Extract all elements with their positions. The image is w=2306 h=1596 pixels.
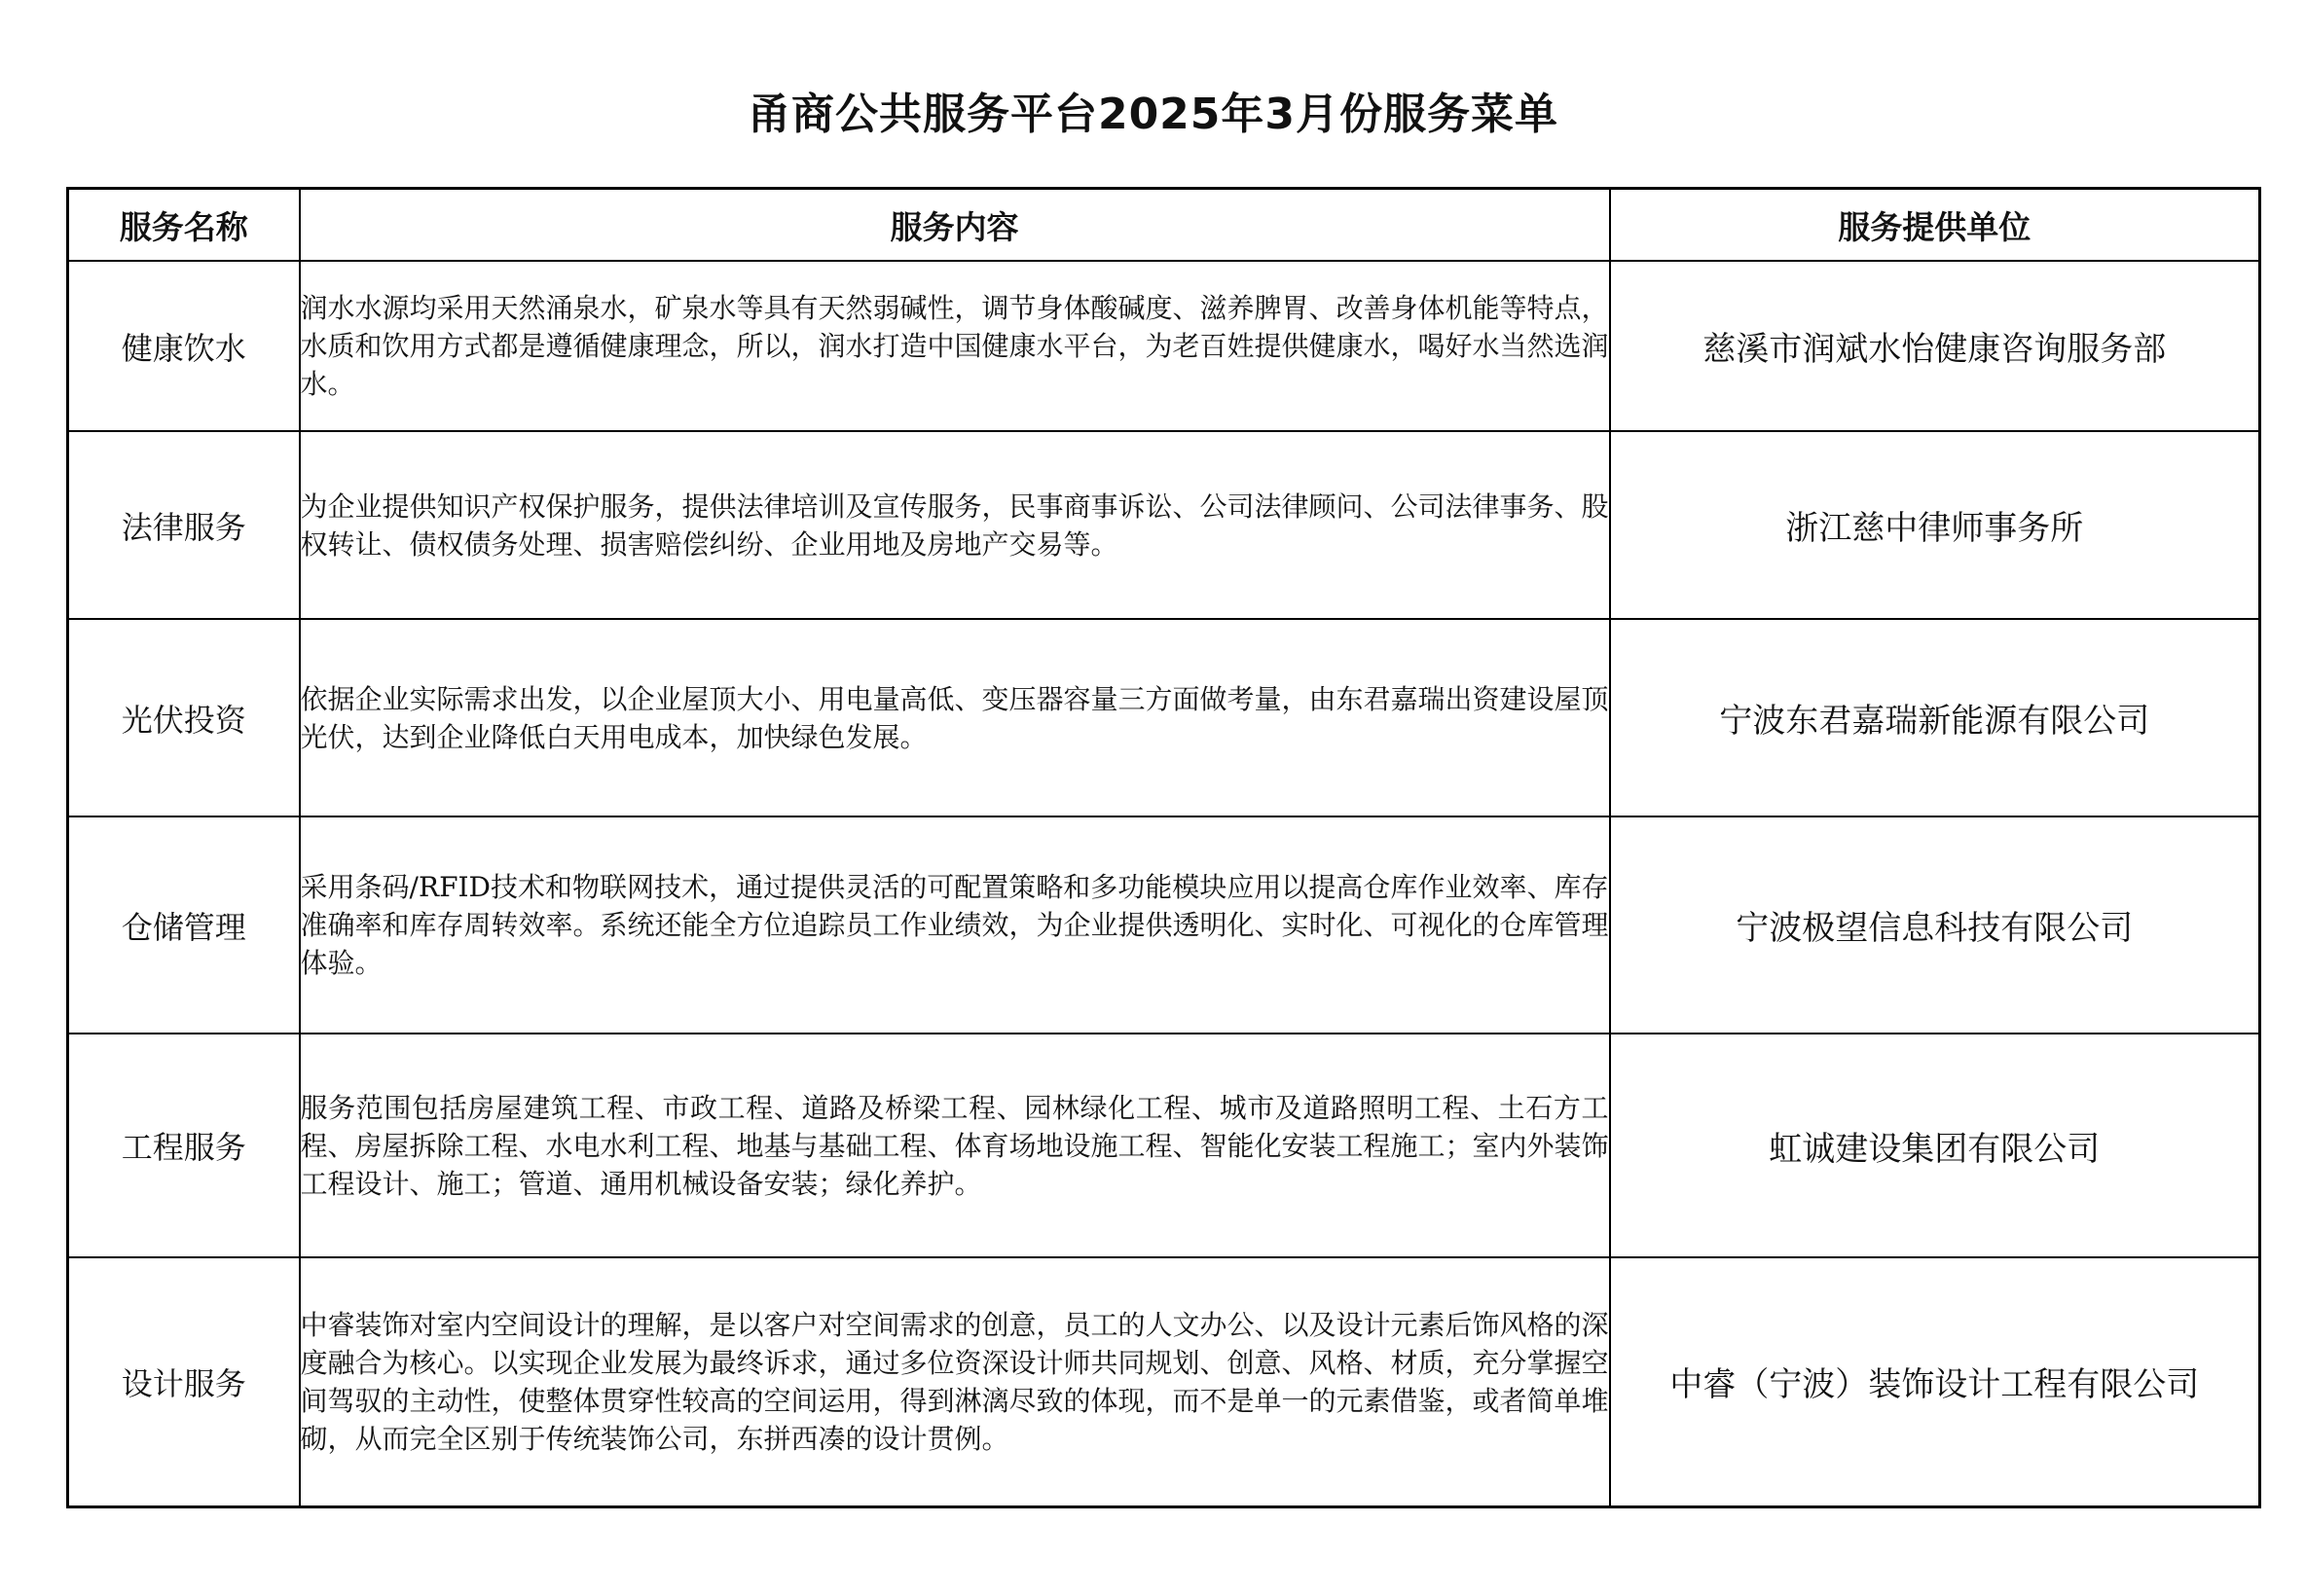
page-title: 甬商公共服务平台2025年3月份服务菜单	[747, 90, 1559, 139]
service-provider-cell: 宁波极望信息科技有限公司	[1610, 816, 2260, 1034]
service-name-cell: 光伏投资	[68, 619, 300, 816]
table-row	[68, 431, 2260, 619]
header-service-name: 服务名称	[68, 189, 300, 262]
header-service-provider: 服务提供单位	[1610, 189, 2260, 262]
service-content-text: 采用条码/RFID技术和物联网技术，通过提供灵活的可配置策略和多功能模块应用以提高仓库作业效率、库存准确率和库存周转效率。系统还能全方位追踪员工作业绩效，为企业提供透明化、实时化、可视化的仓库管理体验。	[300, 871, 1609, 979]
service-content-cell	[300, 816, 1610, 1034]
service-name-cell: 设计服务	[68, 1257, 300, 1506]
service-name-cell: 仓储管理	[68, 816, 300, 1034]
service-provider-cell: 中睿（宁波）装饰设计工程有限公司	[1610, 1257, 2260, 1506]
service-name-cell: 工程服务	[68, 1034, 300, 1257]
header-service-content: 服务内容	[300, 189, 1610, 262]
service-provider-cell: 浙江慈中律师事务所	[1610, 431, 2260, 619]
table-row	[68, 816, 2260, 1034]
service-content-cell	[300, 1034, 1610, 1257]
service-menu-table	[66, 187, 2261, 1508]
service-name-cell: 法律服务	[68, 431, 300, 619]
service-content-text: 为企业提供知识产权保护服务，提供法律培训及宣传服务，民事商事诉讼、公司法律顾问、公司法律事务、股权转让、债权债务处理、损害赔偿纠纷、企业用地及房地产交易等。	[300, 490, 1609, 561]
service-content-text: 润水水源均采用天然涌泉水，矿泉水等具有天然弱碱性，调节身体酸碱度、滋养脾胃、改善身体机能等特点，水质和饮用方式都是遵循健康理念，所以，润水打造中国健康水平台，为老百姓提供健康水，喝好水当然选润水。	[300, 292, 1609, 400]
service-content-cell	[300, 619, 1610, 816]
service-provider-cell: 虹诚建设集团有限公司	[1610, 1034, 2260, 1257]
table-row	[68, 261, 2260, 431]
table-row	[68, 619, 2260, 816]
service-content-text: 中睿装饰对室内空间设计的理解，是以客户对空间需求的创意，员工的人文办公、以及设计元素后饰风格的深度融合为核心。以实现企业发展为最终诉求，通过多位资深设计师共同规划、创意、风格、材质，充分掌握空间驾驭的主动性，使整体贯穿性较高的空间运用，得到淋漓尽致的体现，而不是单一的元素借鉴，或者简单堆砌，从而完全区别于传统装饰公司，东拼西凑的设计贯例。	[300, 1308, 1609, 1455]
service-provider-cell: 宁波东君嘉瑞新能源有限公司	[1610, 619, 2260, 816]
table-header-row	[68, 189, 2260, 262]
table-row	[68, 1034, 2260, 1257]
service-name-cell: 健康饮水	[68, 261, 300, 431]
table-row	[68, 1257, 2260, 1506]
service-content-cell	[300, 431, 1610, 619]
service-content-text: 服务范围包括房屋建筑工程、市政工程、道路及桥梁工程、园林绿化工程、城市及道路照明工程、土石方工程、房屋拆除工程、水电水利工程、地基与基础工程、体育场地设施工程、智能化安装工程施工；室内外装饰工程设计、施工；管道、通用机械设备安装；绿化养护。	[300, 1091, 1609, 1200]
service-content-text: 依据企业实际需求出发，以企业屋顶大小、用电量高低、变压器容量三方面做考量，由东君嘉瑞出资建设屋顶光伏，达到企业降低白天用电成本，加快绿色发展。	[300, 682, 1609, 753]
service-content-cell	[300, 261, 1610, 431]
service-provider-cell: 慈溪市润斌水怡健康咨询服务部	[1610, 261, 2260, 431]
service-content-cell	[300, 1257, 1610, 1506]
